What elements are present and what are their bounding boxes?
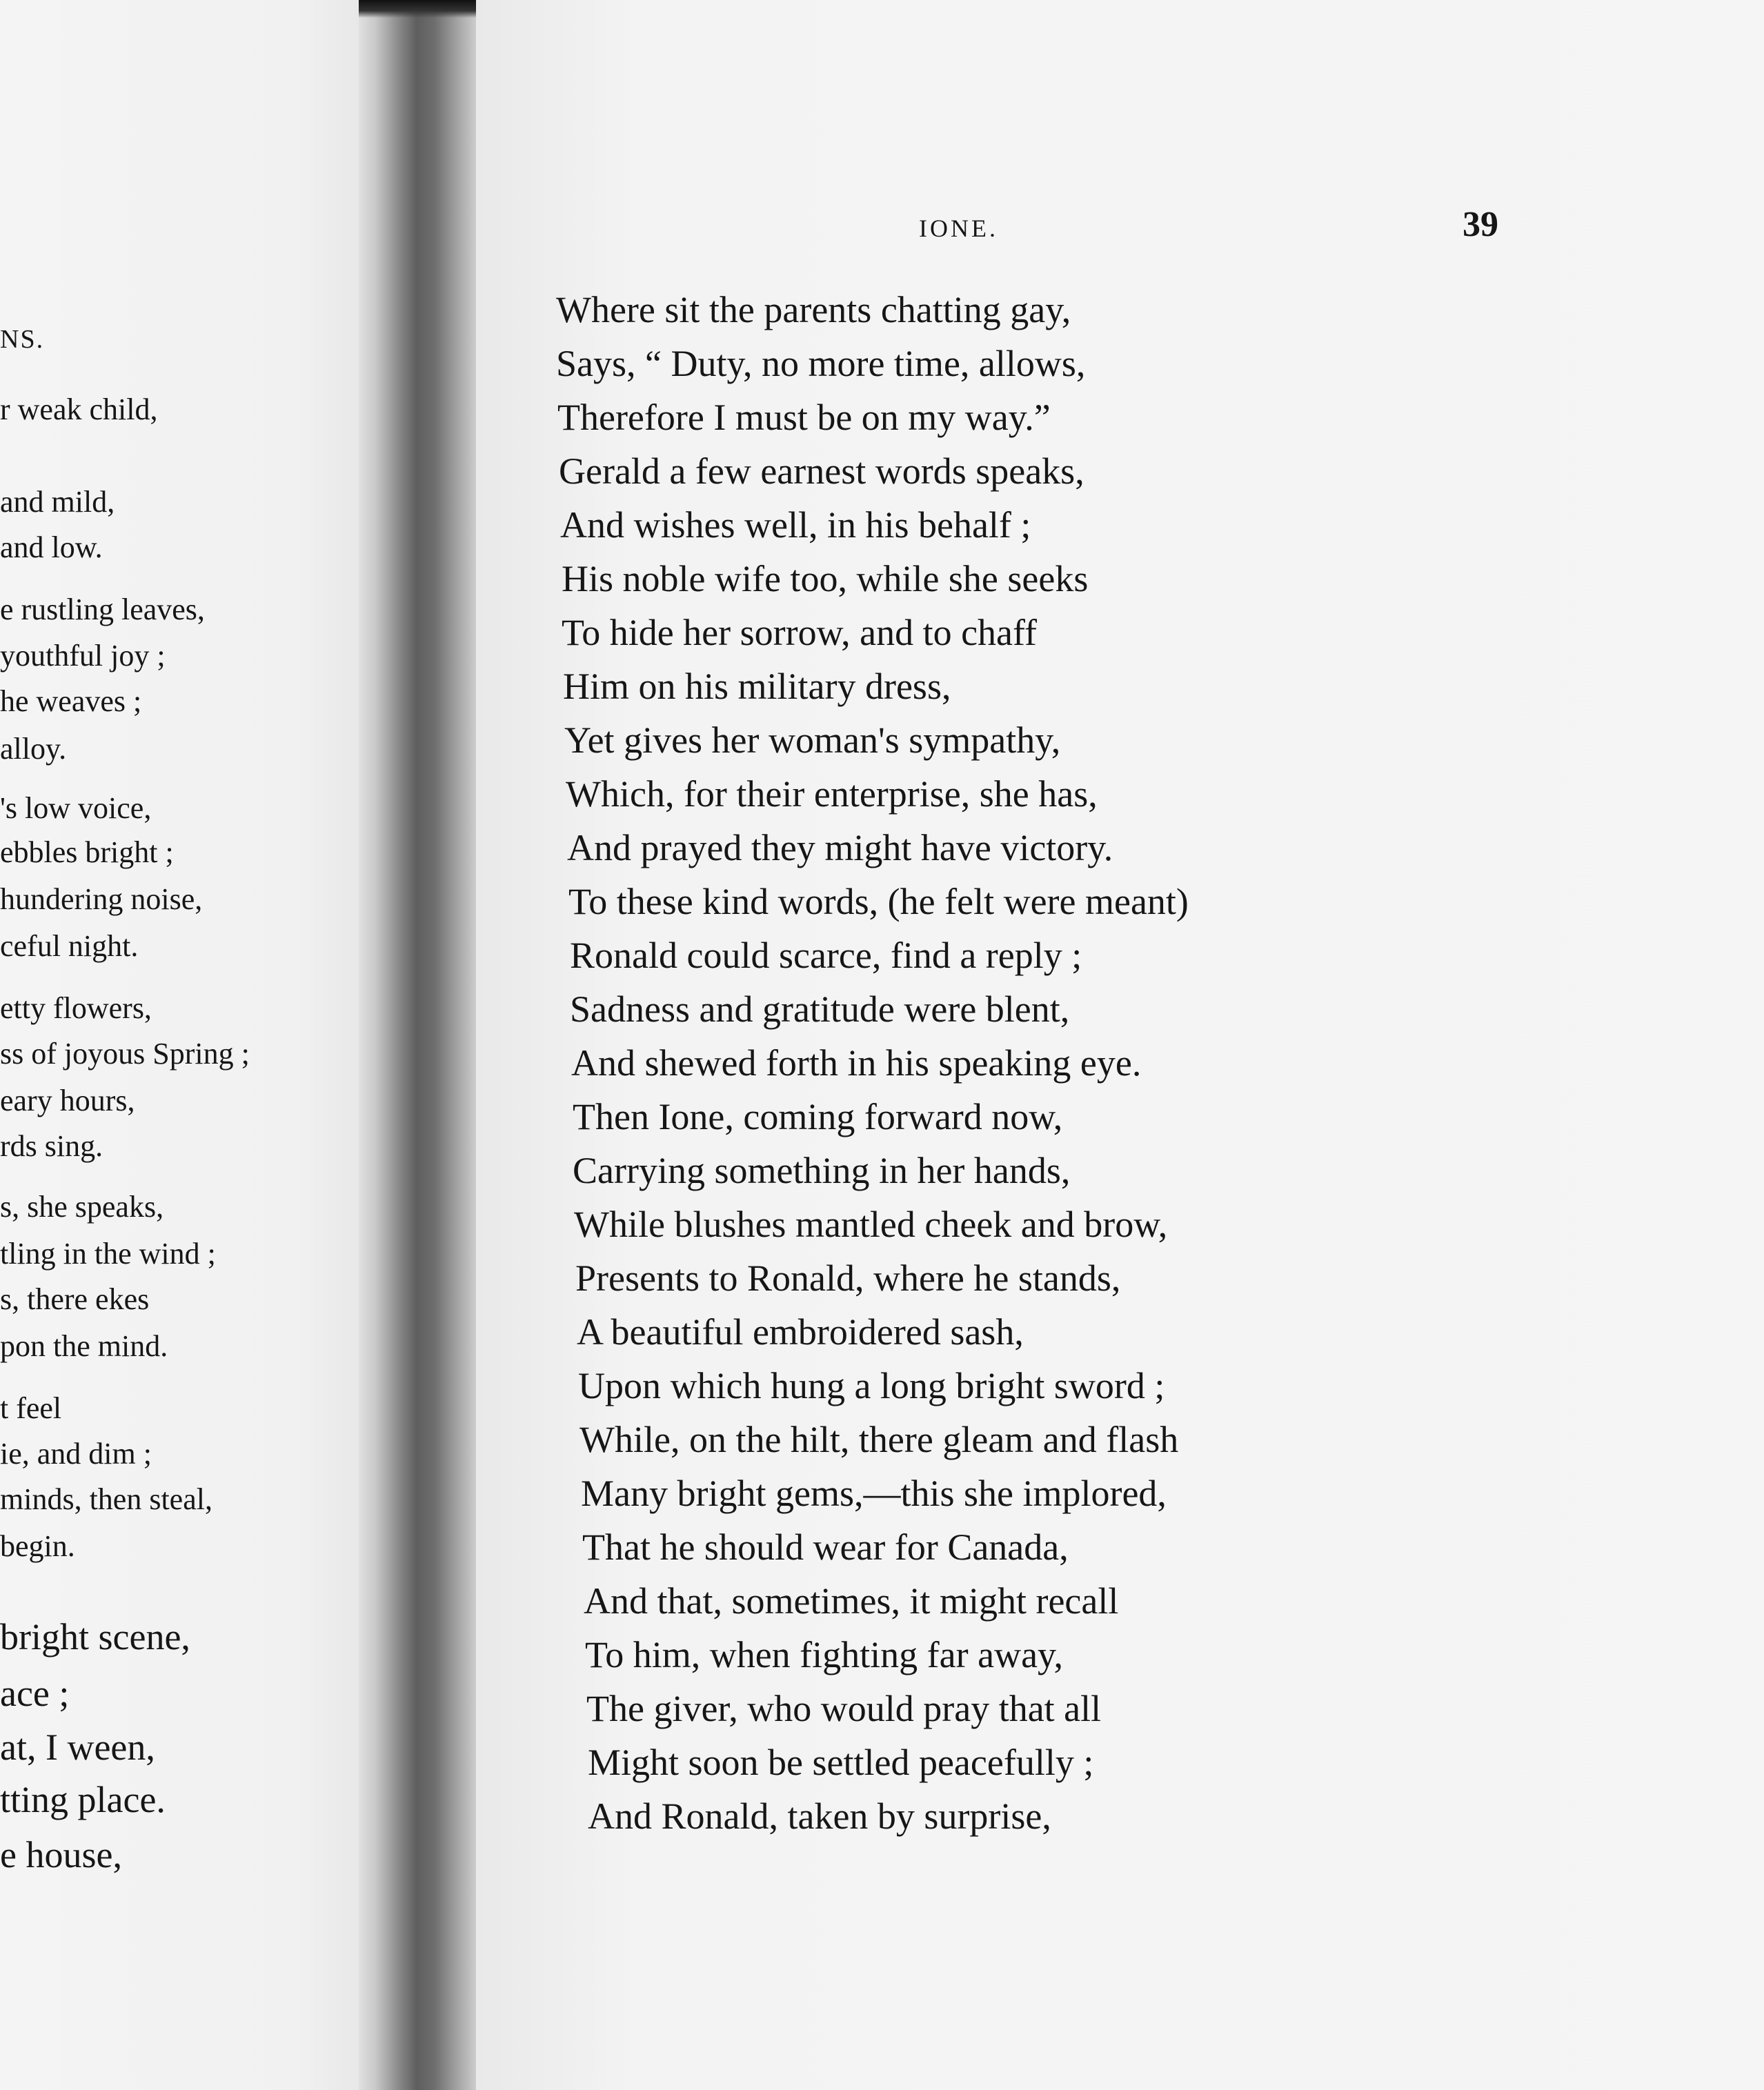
poem-line: And shewed forth in his speaking eye. xyxy=(571,1042,1142,1084)
left-line: begin. xyxy=(0,1529,75,1563)
left-line: eary hours, xyxy=(0,1084,135,1117)
poem-line: Him on his military dress, xyxy=(563,666,951,707)
page-number: 39 xyxy=(1463,205,1498,244)
poem-line: Ronald could scarce, find a reply ; xyxy=(570,935,1082,976)
poem-line: To him, when fighting far away, xyxy=(585,1634,1064,1675)
poem-line: Which, for their enterprise, she has, xyxy=(566,773,1098,815)
poem-line: Says, “ Duty, no more time, allows, xyxy=(556,343,1086,384)
poem-line: Carrying something in her hands, xyxy=(573,1150,1071,1191)
poem-line: Might soon be settled peacefully ; xyxy=(588,1742,1094,1783)
left-line: ace ; xyxy=(0,1673,70,1714)
left-line: tling in the wind ; xyxy=(0,1237,216,1271)
poem-line: Presents to Ronald, where he stands, xyxy=(575,1257,1121,1299)
poem-line: To hide her sorrow, and to chaff xyxy=(562,612,1038,653)
poem-line: And wishes well, in his behalf ; xyxy=(560,504,1031,546)
left-line: hundering noise, xyxy=(0,882,203,916)
poem-line: Gerald a few earnest words speaks, xyxy=(559,450,1084,492)
poem-line: Then Ione, coming forward now, xyxy=(573,1096,1063,1137)
poem-line: And that, sometimes, it might recall xyxy=(584,1580,1119,1622)
left-line: at, I ween, xyxy=(0,1726,155,1768)
left-line: bright scene, xyxy=(0,1616,190,1658)
poem-line: A beautiful embroidered sash, xyxy=(577,1311,1024,1353)
poem-line: And Ronald, taken by surprise, xyxy=(588,1795,1051,1837)
left-line: s, she speaks, xyxy=(0,1190,164,1224)
poem-line: Where sit the parents chatting gay, xyxy=(556,289,1071,330)
left-page xyxy=(0,0,373,2090)
left-line: and low. xyxy=(0,530,103,564)
left-line: e rustling leaves, xyxy=(0,593,205,626)
left-line: ebbles bright ; xyxy=(0,835,174,869)
poem-line: Upon which hung a long bright sword ; xyxy=(578,1365,1165,1406)
left-line: r weak child, xyxy=(0,392,158,426)
left-line: ss of joyous Spring ; xyxy=(0,1037,250,1071)
poem-line: While blushes mantled cheek and brow, xyxy=(574,1204,1168,1245)
poem-line: While, on the hilt, there gleam and flash xyxy=(579,1419,1179,1460)
left-line: alloy. xyxy=(0,732,67,766)
left-page-running-head: NS. xyxy=(0,325,45,354)
running-head: IONE. xyxy=(919,215,998,242)
poem-line: The giver, who would pray that all xyxy=(586,1688,1102,1729)
poem-line: That he should wear for Canada, xyxy=(582,1526,1069,1568)
poem-line: To these kind words, (he felt were meant) xyxy=(568,881,1189,922)
left-line: etty flowers, xyxy=(0,991,152,1025)
left-line: he weaves ; xyxy=(0,684,142,718)
poem-line: His noble wife too, while she seeks xyxy=(562,558,1089,599)
left-line: minds, then steal, xyxy=(0,1482,212,1516)
left-line: tting place. xyxy=(0,1779,166,1820)
left-line: 's low voice, xyxy=(0,791,152,825)
poem-line: Many bright gems,—this she implored, xyxy=(581,1473,1167,1514)
left-line: s, there ekes xyxy=(0,1282,150,1316)
left-line: youthful joy ; xyxy=(0,639,166,673)
poem-line: Yet gives her woman's sympathy, xyxy=(564,719,1061,761)
poem-line: Sadness and gratitude were blent, xyxy=(570,988,1070,1030)
left-line: and mild, xyxy=(0,485,115,519)
poem-line: And prayed they might have victory. xyxy=(567,827,1113,868)
left-line: pon the mind. xyxy=(0,1329,168,1363)
left-line: e house, xyxy=(0,1834,122,1875)
left-line: ceful night. xyxy=(0,929,139,963)
left-line: t feel xyxy=(0,1391,62,1425)
left-line: rds sing. xyxy=(0,1129,103,1163)
poem-line: Therefore I must be on my way.” xyxy=(557,397,1051,438)
left-line: ie, and dim ; xyxy=(0,1437,152,1471)
